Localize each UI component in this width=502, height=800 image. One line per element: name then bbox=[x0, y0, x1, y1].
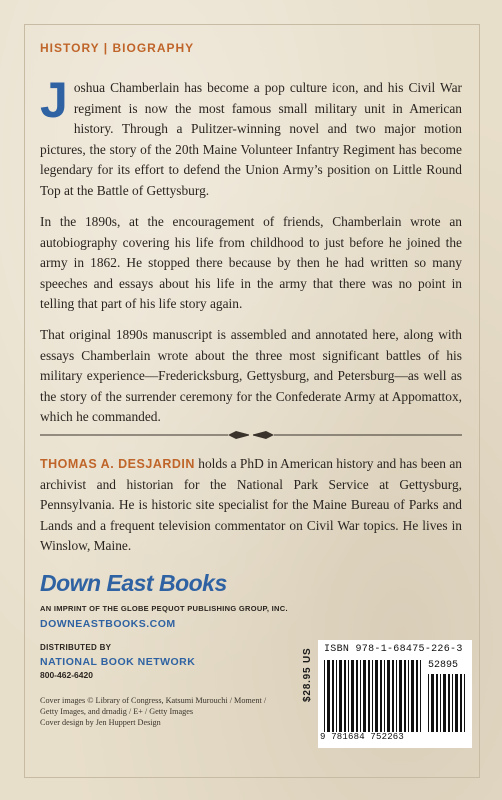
cover-credits bbox=[40, 695, 290, 728]
ean-barcode bbox=[324, 660, 424, 732]
author-bio bbox=[40, 454, 462, 557]
drop-cap: J bbox=[40, 72, 68, 128]
description-paragraph-2: In the 1890s, at the encouragement of friends, Chamberlain wrote an autobiography covering his life from childhood to just before he joined the army in 1862. He stopped there because by then he had written so many speeches and essays about his life in the army that there was no point in telling that part of his life story again. bbox=[40, 214, 462, 311]
credits-line-3: Cover design by Jen Huppert Design bbox=[40, 718, 161, 727]
ean-digits: 9 781684 752263 bbox=[320, 732, 405, 742]
author-bio-text: holds a PhD in American history and has been an archivist and historian for the National Park Service at Gettysburg, Pennsylvania. He is historic site specialist for the Maine Bureau of Parks and Lands and a frequent television commentator on Civil War topics. He lives in Winslow, Maine. bbox=[40, 456, 462, 553]
ornamental-divider bbox=[40, 427, 462, 443]
distributor-name: NATIONAL BOOK NETWORK bbox=[40, 656, 196, 668]
credits-line-2: Getty Images, and drnadig / E+ / Getty Images bbox=[40, 707, 194, 716]
price-barcode bbox=[428, 674, 468, 732]
paragraph-1-text: oshua Chamberlain has become a pop culture icon, and his Civil War regiment is now the most famous small military unit in American history. Through a Pulitzer-winning novel and two major motion pictures, the story of the 20th Maine Volunteer Infantry Regiment has become legendary for its effort to defend the Union Army’s position on Little Round Top at the Battle of Gettysburg. bbox=[40, 80, 462, 198]
imprint-line: AN IMPRINT OF THE GLOBE PEQUOT PUBLISHING GROUP, INC. bbox=[40, 604, 288, 613]
category-label: HISTORY | BIOGRAPHY bbox=[40, 41, 195, 55]
description-paragraph-1 bbox=[40, 72, 462, 201]
credits-line-1: Cover images © Library of Congress, Katsumi Murouchi / Moment / bbox=[40, 696, 267, 705]
barcode-block bbox=[318, 640, 472, 748]
price-code-digits: 52895 bbox=[428, 660, 459, 671]
publisher-website: DOWNEASTBOOKS.COM bbox=[40, 618, 176, 630]
publisher-logo: Down East Books bbox=[40, 570, 227, 596]
isbn-text: ISBN 978-1-68475-226-3 bbox=[324, 644, 463, 655]
description-paragraph-3: That original 1890s manuscript is assembled and annotated here, along with essays Chamberlain wrote about the three most significant battles of his military experience—Fredericksburg, Gettysburg, and Petersburg—as well as the story of the surrender ceremony for the Confederate Army at Appomattox, which he commanded. bbox=[40, 327, 462, 424]
distributor-phone: 800-462-6420 bbox=[40, 670, 93, 680]
distributed-by-label: DISTRIBUTED BY bbox=[40, 643, 112, 652]
author-name: THOMAS A. DESJARDIN bbox=[40, 457, 195, 471]
price-label: $28.95 US bbox=[302, 647, 313, 703]
